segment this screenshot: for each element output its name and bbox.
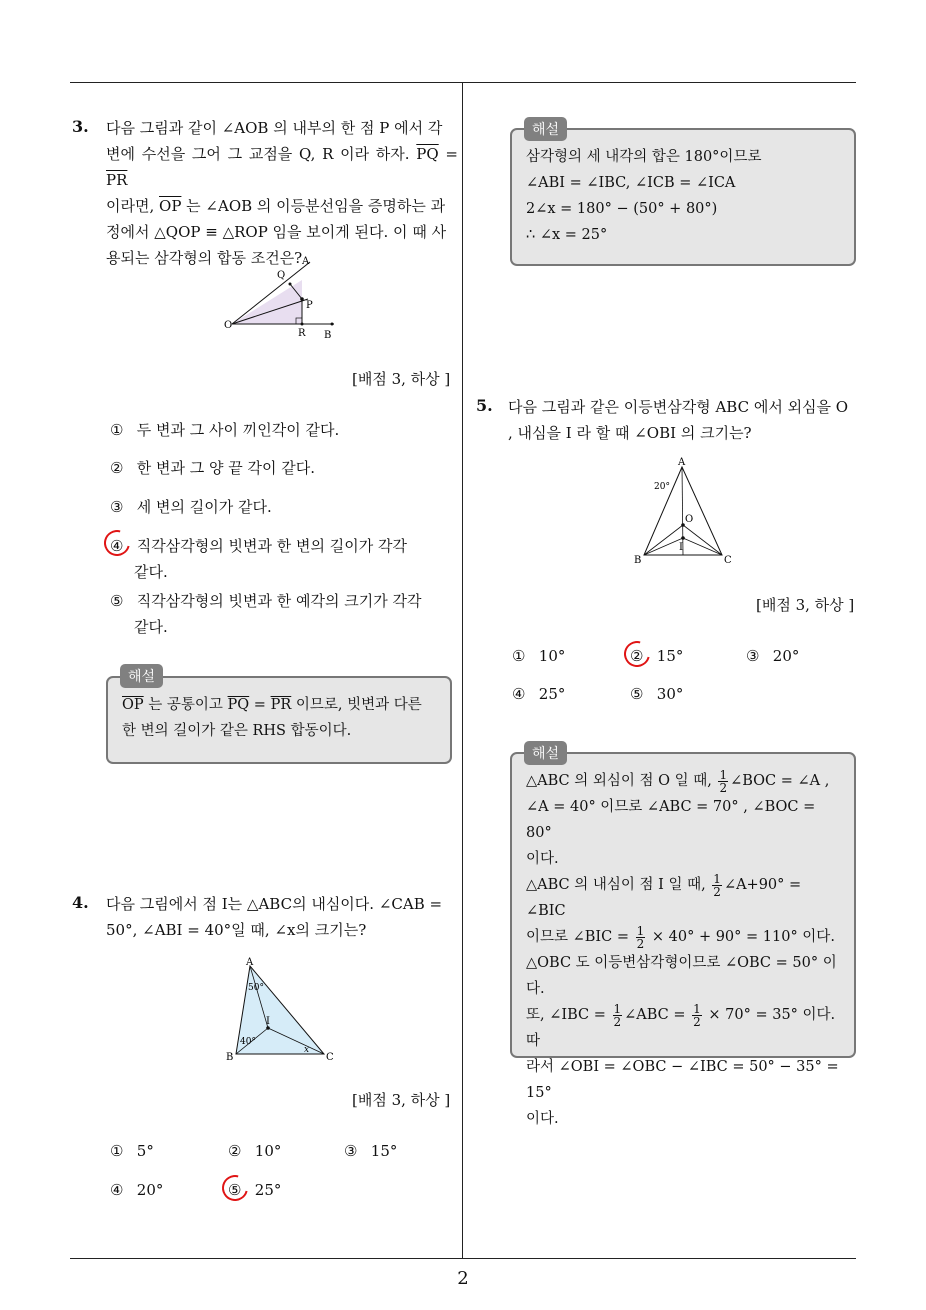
q4-label-c: C — [326, 1052, 334, 1063]
page-number: 2 — [457, 1268, 469, 1289]
q4-sol-line4: ∴ ∠x = 25° — [526, 227, 608, 243]
q5-sol-line3: 이다. — [526, 851, 559, 867]
q3-point-p — [300, 297, 304, 301]
q3-point-b — [331, 323, 334, 326]
q3-label-r: R — [298, 328, 306, 339]
q5-label-i: I — [679, 542, 683, 553]
q3-figure — [222, 252, 347, 342]
q3-choice-1[interactable]: ① 두 변과 그 사이 끼인각이 같다. — [110, 421, 340, 439]
q3-point-r — [301, 323, 304, 326]
q4-line1: 다음 그림에서 점 I는 △ABC의 내심이다. ∠CAB = — [106, 895, 443, 913]
q3-label-b: B — [324, 330, 332, 341]
q4-solution-tag: 해설 — [524, 117, 567, 141]
top-rule — [70, 82, 856, 83]
q4-label-i: I — [266, 1016, 270, 1027]
q4-sol-line1: 삼각형의 세 내각의 합은 180°이므로 — [526, 149, 762, 165]
q3-choice-2[interactable]: ② 한 변과 그 양 끝 각이 같다. — [110, 459, 316, 477]
q5-co — [683, 525, 722, 555]
q5-solution-box — [510, 752, 856, 1127]
q3-text — [106, 115, 458, 271]
q3-label-p: P — [306, 300, 313, 311]
q5-sol-line10: 이다. — [526, 1111, 559, 1127]
q3-number: 3. — [72, 117, 89, 136]
q5-number: 5. — [476, 396, 493, 415]
q4-choice-5[interactable]: ⑤ 25° — [228, 1181, 282, 1199]
q5-label-b: B — [634, 555, 642, 566]
q3-line5: 용되는 삼각형의 합동 조건은? — [106, 249, 303, 267]
q5-sol-line9: 라서 ∠OBI = ∠OBC − ∠IBC = 50° − 35° = 15° — [526, 1059, 839, 1101]
q5-ci — [683, 538, 722, 555]
q3-point-q — [289, 283, 292, 286]
q3-choice-3[interactable]: ③ 세 변의 길이가 같다. — [110, 498, 272, 516]
q5-label-20: 20° — [654, 482, 670, 492]
q4-choice-2[interactable]: ② 10° — [228, 1142, 282, 1160]
q3-solution-box — [106, 676, 452, 764]
q5-sol-line5: 이므로 ∠BIC = $\frac{1}{2}$ × 40° + 90° = 110° 이다. — [526, 923, 835, 951]
q5-choice-2[interactable]: ② 15° — [630, 647, 684, 665]
q5-point-i — [681, 536, 685, 540]
q5-sol-line8: 또, ∠IBC = $\frac{1}{2}$ ∠ABC = $\frac{1}{2}$ × 70° = 35° 이다. 따 — [526, 1001, 836, 1049]
q5-figure — [628, 455, 740, 570]
q4-label-40: 40° — [240, 1037, 256, 1047]
q4-text — [106, 891, 458, 943]
q5-text — [508, 394, 860, 446]
q4-choice-3[interactable]: ③ 15° — [344, 1142, 398, 1160]
q4-choice-1[interactable]: ① 5° — [110, 1142, 154, 1160]
q5-choice-5[interactable]: ⑤ 30° — [630, 685, 684, 703]
q3-choice-5[interactable]: ⑤ 직각삼각형의 빗변과 한 예각의 크기가 각각 같다. — [110, 592, 422, 636]
q3-line2: 변에 수선을 그어 그 교점을 Q, R 이라 하자. $\overline{PQ} = \overline{PR}$ — [106, 145, 458, 189]
q5-sol-line6: △OBC 도 이등변삼각형이므로 ∠OBC = 50° 이 — [526, 955, 837, 971]
q3-sol-line1: $\overline{OP}$ 는 공통이고 $\overline{PQ} = \overline{PR}$ 이므로, 빗변과 다른 — [122, 697, 422, 713]
q3-line3: 이라면, $\overline{OP}$ 는 ∠AOB 의 이등분선임을 증명하는 과 — [106, 197, 446, 215]
q4-solution-box — [510, 128, 856, 266]
q5-sol-line4: △ABC 의 내심이 점 I 일 때, $\frac{1}{2}$ ∠A+90° = ∠BIC — [526, 871, 802, 919]
q3-line4: 정에서 △QOP ≡ △ROP 임을 보이게 된다. 이 때 사 — [106, 223, 447, 241]
q4-label-x: x — [304, 1045, 310, 1055]
bottom-rule — [70, 1258, 856, 1259]
q5-label-c: C — [724, 555, 732, 566]
q5-solution-tag: 해설 — [524, 741, 567, 765]
q4-sol-line2: ∠ABI = ∠IBC, ∠ICB = ∠ICA — [526, 175, 736, 191]
q3-label-q: Q — [277, 270, 286, 281]
q4-label-a: A — [246, 957, 254, 968]
q4-label-b: B — [226, 1052, 234, 1063]
q3-label-a: A — [302, 256, 310, 267]
q4-score: [배점 3, 하상 ] — [352, 1091, 451, 1109]
q3-label-o: O — [224, 320, 233, 331]
q4-sol-line3: 2∠x = 180° − (50° + 80°) — [526, 201, 718, 217]
q4-label-50: 50° — [248, 983, 264, 993]
q5-sol-line2: ∠A = 40° 이므로 ∠ABC = 70° , ∠BOC = 80° — [526, 799, 816, 841]
q4-choice-4[interactable]: ④ 20° — [110, 1181, 164, 1199]
q4-number: 4. — [72, 893, 89, 912]
q4-figure — [222, 956, 342, 1064]
q5-sol-line7: 다. — [526, 981, 545, 997]
column-divider — [462, 82, 463, 1258]
q5-label-a: A — [678, 457, 686, 468]
q5-line1: 다음 그림과 같은 이등변삼각형 ABC 에서 외심을 O — [508, 398, 849, 416]
q3-score: [배점 3, 하상 ] — [352, 370, 451, 388]
q5-label-o: O — [685, 514, 694, 525]
q5-sol-line1: △ABC 의 외심이 점 O 일 때, $\frac{1}{2}$ ∠BOC = ∠A , — [526, 767, 830, 795]
q3-sol-line2: 한 변의 길이가 같은 RHS 합동이다. — [122, 723, 352, 739]
q3-choice-4[interactable]: ④ 직각삼각형의 빗변과 한 변의 길이가 각각 같다. — [110, 537, 407, 581]
q3-line1: 다음 그림과 같이 ∠AOB 의 내부의 한 점 P 에서 각 — [106, 119, 443, 137]
q4-line2: 50°, ∠ABI = 40°일 때, ∠x의 크기는? — [106, 921, 367, 939]
q5-bo — [644, 525, 683, 555]
q5-choice-3[interactable]: ③ 20° — [746, 647, 800, 665]
q3-solution-tag: 해설 — [120, 664, 163, 688]
q5-choice-4[interactable]: ④ 25° — [512, 685, 566, 703]
q5-line2: , 내심을 I 라 할 때 ∠OBI 의 크기는? — [508, 424, 752, 442]
q5-score: [배점 3, 하상 ] — [756, 596, 855, 614]
q5-choice-1[interactable]: ① 10° — [512, 647, 566, 665]
